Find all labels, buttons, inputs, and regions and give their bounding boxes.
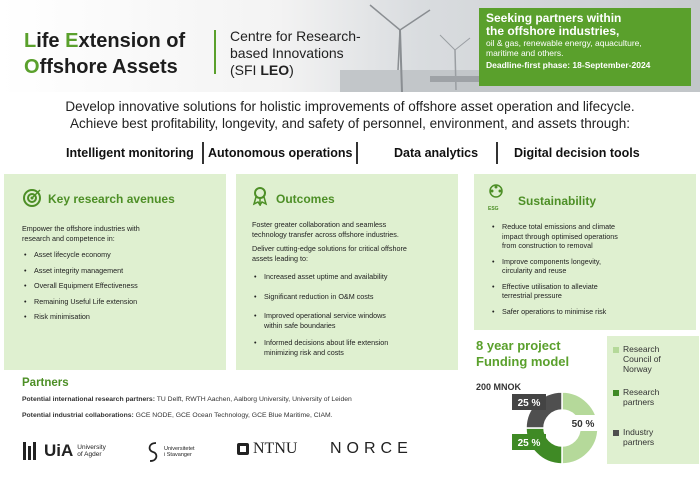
sustainability-heading: Sustainability [518, 194, 597, 208]
research-list [22, 250, 222, 322]
title-divider [214, 30, 216, 74]
target-icon [22, 188, 42, 208]
list-item: • Significant reduction in O&M costs [252, 292, 452, 302]
uis-logo: Universitetet i Stavanger [146, 440, 195, 464]
uia-logo: UiA University of Agder [22, 440, 106, 462]
funding-legend [607, 336, 699, 464]
list-item: • Asset lifecycle economy [22, 250, 222, 260]
legend-item: Industry partners [623, 427, 655, 447]
legend-swatch [613, 390, 619, 396]
list-item: • Asset integrity management [22, 266, 222, 276]
centre-name: Centre for Research- based Innovations (SFI LEO) [230, 28, 361, 78]
legend-item: Research partners [623, 387, 660, 407]
research-panel [4, 174, 226, 370]
uia-emblem-icon [22, 440, 40, 462]
outcomes-panel [236, 174, 458, 370]
list-item: • Safer operations to minimise risk [490, 307, 690, 317]
legend-item: Research Council of Norway [623, 344, 661, 374]
legend-swatch [613, 347, 619, 353]
outcomes-paragraph-2: Deliver cutting-edge solutions for critical offshore assets leading to: [252, 244, 407, 263]
award-icon [250, 186, 270, 206]
intro-text: Develop innovative solutions for holistic improvements of offshore asset operation and lifecycle. Achieve best profitability, longevity, and safety of personnel, environment, and assets through: [65, 99, 635, 131]
pillar-digital-decision-tools: Digital decision tools [514, 146, 640, 160]
pillar-autonomous-operations: Autonomous operations [208, 146, 353, 160]
list-item: • Increased asset uptime and availability [252, 272, 452, 282]
pillar-divider [356, 142, 358, 164]
industrial-collaborations: Potential industrial collaborations: GCE NODE, GCE Ocean Technology, GCE Blue Maritime, CIAM. [22, 412, 333, 419]
list-item: • Informed decisions about life extension minimizing risk and costs [252, 338, 452, 357]
sustainability-list [490, 222, 690, 316]
funding-donut-chart [510, 390, 620, 470]
international-partners: Potential international research partners: TU Delft, RWTH Aachen, Aalborg University, University of Leiden [22, 396, 352, 403]
list-item: • Improved operational service windows within safe boundaries [252, 311, 452, 330]
ntnu-emblem-icon [236, 442, 250, 456]
pillar-intelligent-monitoring: Intelligent monitoring [66, 146, 194, 160]
outcomes-list [252, 272, 452, 357]
seeking-partners-box: Seeking partners within the offshore industries, oil & gas, renewable energy, aquaculture, maritime and others. Deadline-first phase: 18-September-2024 [479, 8, 691, 86]
list-item: • Improve components longevity, circularity and reuse [490, 257, 690, 276]
pillar-divider [202, 142, 204, 164]
outcomes-heading: Outcomes [276, 192, 335, 206]
sustainability-panel [474, 174, 696, 330]
pillar-divider [496, 142, 498, 164]
outcomes-paragraph-1: Foster greater collaboration and seamless technology transfer across offshore industries. [252, 220, 399, 239]
norce-logo: NORCE [330, 440, 413, 457]
legend-swatch [613, 430, 619, 436]
esg-icon [484, 182, 508, 206]
list-item: • Effective utilisation to alleviate terrestrial pressure [490, 282, 690, 301]
pillar-data-analytics: Data analytics [394, 146, 479, 160]
data-label-right: 50 % [571, 419, 595, 430]
research-intro: Empower the offshore industries with research and competence in: [22, 224, 140, 243]
list-item: • Remaining Useful Life extension [22, 297, 222, 307]
funding-total: 200 MNOK [476, 382, 522, 392]
uis-emblem-icon [146, 440, 160, 464]
esg-label: ESG [488, 206, 499, 212]
list-item: • Risk minimisation [22, 312, 222, 322]
data-label-top: 25 % [517, 398, 541, 409]
project-title: Life Extension of Offshore Assets [24, 30, 186, 78]
list-item: • Reduce total emissions and climate impact through optimised operations from construction to removal [490, 222, 690, 251]
ntnu-logo: NTNU [236, 440, 297, 458]
funding-title: 8 year project Funding model [476, 338, 570, 369]
data-label-bottom: 25 % [517, 438, 541, 449]
research-heading: Key research avenues [48, 192, 175, 206]
list-item: • Overall Equipment Effectiveness [22, 281, 222, 291]
partners-heading: Partners [22, 377, 69, 389]
deadline-text: Deadline-first phase: 18-September-2024 [486, 60, 651, 70]
pillars-row [20, 140, 680, 166]
